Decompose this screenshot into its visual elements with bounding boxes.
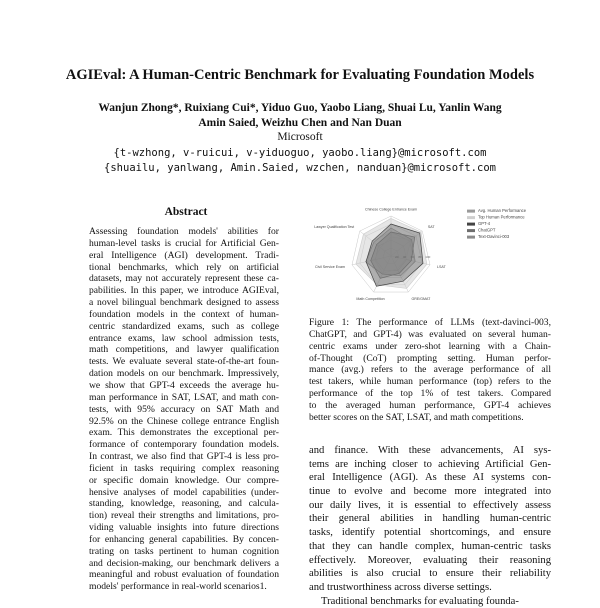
abstract-line: trating on tasks pertinent to human cognition: [89, 545, 279, 557]
body-line: tasks, identify potential shortcomings, and ensure: [309, 527, 551, 539]
abstract-line: standing, knowledge, reasoning, and calcula-: [89, 498, 279, 510]
abstract-line: Assessing foundation models' abilities for: [89, 226, 279, 237]
radar-axis-label: LSAT: [437, 265, 446, 270]
radar-axis-label: SAT: [427, 225, 435, 230]
abstract-line: human-level tasks is crucial for Artificial Gen-: [89, 237, 279, 249]
abstract-heading: Abstract: [164, 206, 208, 218]
radar-axis-label: Chinese College Entrance Exam: [365, 207, 417, 212]
legend-swatch: [467, 229, 475, 232]
abstract-line: exam. This demonstrates the exceptional per-: [89, 427, 279, 439]
legend-label: Top Human Performance: [478, 214, 525, 220]
caption-line: better scores on the SAT, LSAT, and math competitions.: [309, 411, 524, 423]
abstract-line: pabilities. In this paper, we introduce AGIEval,: [89, 285, 279, 297]
legend-label: Text-Davinci-003: [478, 234, 510, 239]
authors-line-2: Amin Saied, Weizhu Chen and Nan Duan: [198, 117, 402, 129]
paper-title: AGIEval: A Human-Centric Benchmark for Evaluating Foundation Models: [65, 67, 535, 83]
abstract-line: tion) reveal their strengths and limitations, pro-: [89, 510, 279, 522]
caption-line: test takers, while human performance (top) refers to the: [309, 376, 551, 388]
abstract-line: 92.5% on the Chinese college entrance English: [89, 415, 279, 427]
body-line: Traditional benchmarks for evaluating founda-: [321, 595, 519, 607]
abstract-line: math competitions, and lawyer qualification: [89, 344, 279, 356]
emails-line-1: {t-wzhong, v-ruicui, v-yiduoguo, yaobo.liang}@microsoft.com: [113, 147, 487, 159]
caption-line: performance of the top 1% of test takers. Compared: [309, 388, 551, 400]
abstract-line: for enhancing general capabilities. By concen-: [89, 533, 279, 545]
abstract-line: foundation models in the context of human-: [89, 308, 279, 320]
abstract-line: entrance exams, law school admission tests,: [89, 332, 279, 344]
radar-axis-label: Civil Service Exam: [315, 265, 345, 270]
abstract-line: or specific domain knowledge. Our compre-: [89, 474, 279, 486]
body-line: eral Intelligence (AGI). As these AI systems con-: [309, 472, 551, 484]
body-line: our daily lives, it is essential to effectively assess: [309, 499, 551, 511]
body-line: tems are inching closer to achieving Artificial Gen-: [309, 458, 551, 470]
body-line: abilities is also crucial to ensure their reliability: [309, 568, 551, 580]
body-line: and trustworthiness across diverse settings.: [309, 581, 492, 593]
abstract-line: models' performance in real-world scenarios1.: [89, 581, 267, 593]
radar-ring-label: 40: [402, 255, 407, 259]
abstract-line: hensive analyses of model capabilities (under-: [89, 486, 279, 498]
abstract-line: formance of contemporary foundation models.: [89, 439, 279, 451]
abstract-line: dation models on our benchmark. Impressively,: [89, 368, 279, 380]
legend-swatch: [467, 216, 475, 219]
abstract-line: man performance in SAT, LSAT, and math con-: [89, 391, 279, 403]
abstract-line: tests, with 95% accuracy on SAT Math and: [89, 403, 279, 415]
abstract-body: [89, 226, 279, 593]
radar-axis-label: GRE/GMAT: [411, 297, 431, 302]
legend-swatch: [467, 223, 475, 226]
abstract-line: tional benchmarks, which rely on artificial: [89, 261, 279, 273]
abstract-line: meaningful and robust evaluation of foundation: [89, 569, 279, 581]
body-line: their general abilities in handling human-centric: [309, 513, 551, 525]
legend-swatch: [467, 210, 475, 213]
authors-line-1: Wanjun Zhong*, Ruixiang Cui*, Yiduo Guo, Yaobo Liang, Shuai Lu, Yanlin Wang: [98, 102, 502, 114]
abstract-line: In contrast, we also find that GPT-4 is less pro-: [89, 451, 279, 463]
caption-line: of-Thought (CoT) prompting setting. Human perfor-: [309, 352, 551, 364]
body-line: and finance. With these advancements, AI sys-: [309, 445, 551, 456]
caption-line: mance (avg.) refers to the average performance of all: [309, 364, 551, 376]
abstract-line: we show that GPT-4 exceeds the average hu-: [89, 379, 279, 391]
affiliation: Microsoft: [277, 131, 323, 143]
abstract-line: a novel bilingual benchmark designed to assess: [89, 297, 279, 309]
radar-axis-label: Math Competition: [356, 297, 385, 302]
radar-axis-label: Lawyer Qualification Test: [314, 225, 355, 230]
caption-line: centric exams under zero-shot learning with a Chain-: [309, 340, 551, 352]
figure-1: [309, 200, 555, 312]
abstract-line: ficient in tasks requiring complex reasoning: [89, 462, 279, 474]
caption-line: Figure 1: The performance of LLMs (text-davinci-003,: [309, 317, 551, 328]
body-line: effectively. Moreover, evaluating their reasoning: [309, 554, 551, 566]
body-line: that they can handle complex, human-centric tasks: [309, 540, 551, 552]
figure-caption: [309, 317, 551, 424]
legend-label: Avg. Human Performance: [478, 208, 527, 213]
radar-chart: [309, 200, 555, 312]
radar-ring-label: 100: [425, 255, 431, 259]
abstract-line: centric standardized exams, such as college: [89, 320, 279, 332]
abstract-line: tests. We evaluate several state-of-the-art foun-: [89, 356, 279, 368]
author-list: [30, 101, 570, 131]
body-line: tinue to evolve and become more integrated into: [309, 486, 551, 498]
radar-ring-label: 20: [395, 255, 399, 259]
legend-swatch: [467, 236, 475, 239]
caption-line: to the averaged human performance, GPT-4 achieves: [309, 399, 551, 411]
legend-label: ChatGPT: [478, 227, 496, 233]
emails-line-2: {shuailu, yanlwang, Amin.Saied, wzchen, nanduan}@microsoft.com: [104, 162, 496, 174]
abstract-line: viding valuable insights into future directions: [89, 522, 279, 534]
abstract-line: datasets, may not accurately represent these ca-: [89, 273, 279, 285]
radar-ring-label: 80: [418, 255, 422, 259]
legend-label: GPT-4: [478, 221, 491, 226]
abstract-line: and decision-making, our benchmark delivers a: [89, 557, 279, 569]
caption-line: ChatGPT, and GPT-4) was evaluated on several human-: [309, 328, 551, 340]
radar-ring-label: 60: [410, 255, 414, 259]
author-emails: [30, 146, 570, 176]
abstract-line: eral Intelligence (AGI) development. Tradi-: [89, 249, 279, 261]
intro-body: [309, 444, 551, 608]
